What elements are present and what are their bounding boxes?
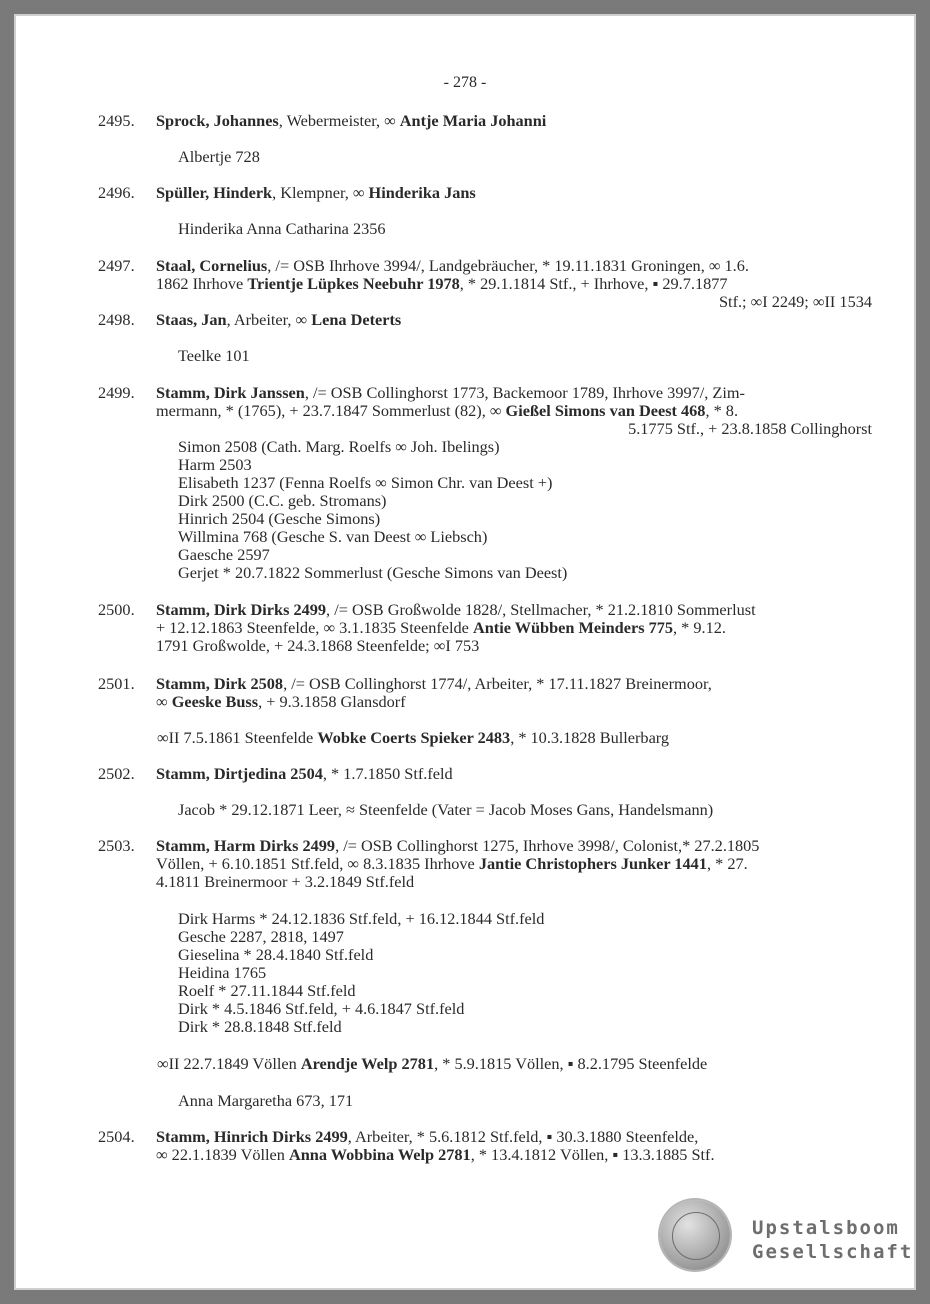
detail-text: , * 9.12. [673, 618, 726, 637]
child-line: Gieselina * 28.4.1840 Stf.feld [178, 945, 374, 964]
detail-text: + 12.12.1863 Steenfelde, ∞ 3.1.1835 Steenfelde [156, 618, 473, 637]
name-text: Stamm, Dirtjedina 2504 [156, 764, 323, 783]
entry-line [156, 873, 872, 891]
marriage-2503 [157, 1055, 707, 1073]
child-line: Hinrich 2504 (Gesche Simons) [178, 509, 381, 528]
child-line: Heidina 1765 [178, 963, 267, 982]
child-line: Dirk Harms * 24.12.1836 Stf.feld, + 16.12.1844 Stf.feld [178, 909, 545, 928]
name-text: Staas, Jan [156, 310, 227, 329]
detail-text: , Klempner, ∞ [272, 183, 369, 202]
name-text: Stamm, Dirk 2508 [156, 674, 284, 693]
entry-line [156, 637, 872, 655]
entry-number: 2499. [98, 383, 135, 402]
child-line: Willmina 768 (Gesche S. van Deest ∞ Liebsch) [178, 527, 488, 546]
child-line: Dirk * 28.8.1848 Stf.feld [178, 1017, 342, 1036]
seal-logo-icon [660, 1200, 730, 1270]
detail-text: , * 8. [705, 401, 739, 420]
entry-line: Stf.; ∞I 2249; ∞II 1534 [718, 292, 872, 311]
children-2503-second [178, 1092, 353, 1110]
entry-line [156, 257, 872, 275]
entry-number: 2498. [98, 310, 135, 329]
name-text: Stamm, Harm Dirks 2499 [156, 836, 336, 855]
name-text: Stamm, Hinrich Dirks 2499 [156, 1127, 348, 1146]
name-text: Antje Maria Johanni [399, 111, 547, 130]
child-line: Gesche 2287, 2818, 1497 [178, 927, 344, 946]
child-line: Gerjet * 20.7.1822 Sommerlust (Gesche Simons van Deest) [178, 563, 568, 582]
entry-line [156, 1128, 872, 1146]
detail-text: , * 1.7.1850 Stf.feld [322, 764, 453, 783]
child-line: Roelf * 27.11.1844 Stf.feld [178, 981, 356, 1000]
detail-text: , Arbeiter, ∞ [226, 310, 312, 329]
logo-line-2: Gesellschaft [752, 1241, 914, 1263]
detail-text: , Arbeiter, * 5.6.1812 Stf.feld, ▪ 30.3.1880 Steenfelde, [347, 1127, 699, 1146]
detail-text: , /= OSB Großwolde 1828/, Stellmacher, * 21.2.1810 Sommerlust [326, 600, 756, 619]
detail-text: 4.1811 Breinermoor + 3.2.1849 Stf.feld [156, 872, 415, 891]
children-2498 [178, 347, 250, 365]
detail-text: , * 27. [706, 854, 748, 873]
entry-line [156, 384, 872, 402]
entry-heading [156, 765, 872, 783]
society-logo [752, 1216, 913, 1264]
entry-heading [156, 384, 872, 438]
entry-number: 2501. [98, 674, 135, 693]
children-2499 [178, 438, 567, 582]
detail-text: , Webermeister, ∞ [278, 111, 400, 130]
children-2495 [178, 148, 260, 166]
name-text: Geeske Buss [171, 692, 259, 711]
marriage-2501 [157, 729, 669, 747]
entry-heading [156, 675, 872, 711]
detail-text: , /= OSB Collinghorst 1774/, Arbeiter, * 17.11.1827 Breinermoor, [283, 674, 712, 693]
name-text: Arendje Welp 2781 [300, 1054, 435, 1073]
name-text: Stamm, Dirk Janssen [156, 383, 305, 402]
detail-text: 1862 Ihrhove [156, 274, 248, 293]
name-text: Sprock, Johannes [156, 111, 279, 130]
entry-number: 2496. [98, 183, 135, 202]
detail-text: , * 10.3.1828 Bullerbarg [510, 728, 670, 747]
entry-line [156, 837, 872, 855]
child-line: Simon 2508 (Cath. Marg. Roelfs ∞ Joh. Ibelings) [178, 437, 500, 456]
child-line: Harm 2503 [178, 455, 252, 474]
entry-line [156, 1146, 872, 1164]
child-line: Elisabeth 1237 (Fenna Roelfs ∞ Simon Chr. van Deest +) [178, 473, 553, 492]
entry-line [156, 855, 872, 873]
detail-text: , /= OSB Collinghorst 1275, Ihrhove 3998/, Colonist,* 27.2.1805 [335, 836, 760, 855]
entry-line [156, 619, 872, 637]
name-text: Stamm, Dirk Dirks 2499 [156, 600, 327, 619]
page-number: - 278 - [443, 74, 487, 91]
detail-text: Völlen, + 6.10.1851 Stf.feld, ∞ 8.3.1835 Ihrhove [156, 854, 479, 873]
name-text: Gießel Simons van Deest 468 [505, 401, 706, 420]
children-2502 [178, 801, 713, 819]
entry-line [156, 601, 872, 619]
entry-line [156, 693, 872, 711]
detail-text: ∞ 22.1.1839 Völlen [156, 1145, 289, 1164]
child-line: Albertje 728 [178, 147, 260, 166]
detail-text: ∞II 22.7.1849 Völlen [157, 1054, 301, 1073]
entry-line [156, 275, 872, 293]
child-line: Jacob * 29.12.1871 Leer, ≈ Steenfelde (Vater = Jacob Moses Gans, Handelsmann) [178, 800, 714, 819]
detail-text: ∞ [156, 692, 172, 711]
entry-number: 2495. [98, 111, 135, 130]
child-line: Hinderika Anna Catharina 2356 [178, 219, 386, 238]
entry-heading [156, 184, 872, 202]
children-2503 [178, 910, 544, 1036]
entry-heading [156, 311, 872, 329]
entry-heading [156, 837, 872, 891]
name-text: Lena Deterts [311, 310, 402, 329]
detail-text: , * 29.1.1814 Stf., + Ihrhove, ▪ 29.7.1877 [459, 274, 728, 293]
child-line: Anna Margaretha 673, 171 [178, 1091, 354, 1110]
entry-line: 5.1775 Stf., + 23.8.1858 Collinghorst [628, 419, 872, 438]
detail-text: , /= OSB Ihrhove 3994/, Landgebräucher, * 19.11.1831 Groningen, ∞ 1.6. [267, 256, 749, 275]
entry-number: 2502. [98, 764, 135, 783]
entry-number: 2504. [98, 1127, 135, 1146]
detail-text: , + 9.3.1858 Glansdorf [258, 692, 406, 711]
detail-text: , /= OSB Collinghorst 1773, Backemoor 1789, Ihrhove 3997/, Zim- [304, 383, 745, 402]
logo-line-1: Upstalsboom [752, 1217, 900, 1239]
detail-text: ∞II 7.5.1861 Steenfelde [157, 728, 318, 747]
detail-text: mermann, * (1765), + 23.7.1847 Sommerlust (82), ∞ [156, 401, 506, 420]
detail-text: , * 13.4.1812 Völlen, ▪ 13.3.1885 Stf. [470, 1145, 715, 1164]
child-line: Gaesche 2597 [178, 545, 270, 564]
name-text: Staal, Cornelius [156, 256, 268, 275]
entry-heading [156, 112, 872, 130]
name-text: Hinderika Jans [368, 183, 476, 202]
entry-number: 2497. [98, 256, 135, 275]
entry-number: 2503. [98, 836, 135, 855]
child-line: Dirk 2500 (C.C. geb. Stromans) [178, 491, 387, 510]
entry-heading [156, 601, 872, 655]
name-text: Trientje Lüpkes Neebuhr 1978 [247, 274, 460, 293]
name-text: Wobke Coerts Spieker 2483 [317, 728, 511, 747]
detail-text: 1791 Großwolde, + 24.3.1868 Steenfelde; ∞I 753 [156, 636, 480, 655]
children-2496 [178, 220, 386, 238]
entry-number: 2500. [98, 600, 135, 619]
child-line: Dirk * 4.5.1846 Stf.feld, + 4.6.1847 Stf.feld [178, 999, 465, 1018]
child-line: Teelke 101 [178, 346, 250, 365]
entry-line [156, 675, 872, 693]
name-text: Spüller, Hinderk [156, 183, 273, 202]
detail-text: , * 5.9.1815 Völlen, ▪ 8.2.1795 Steenfelde [434, 1054, 708, 1073]
entry-heading [156, 1128, 872, 1164]
entry-line [156, 402, 872, 420]
entry-heading [156, 257, 872, 311]
name-text: Antie Wübben Meinders 775 [472, 618, 674, 637]
name-text: Anna Wobbina Welp 2781 [288, 1145, 471, 1164]
name-text: Jantie Christophers Junker 1441 [478, 854, 707, 873]
